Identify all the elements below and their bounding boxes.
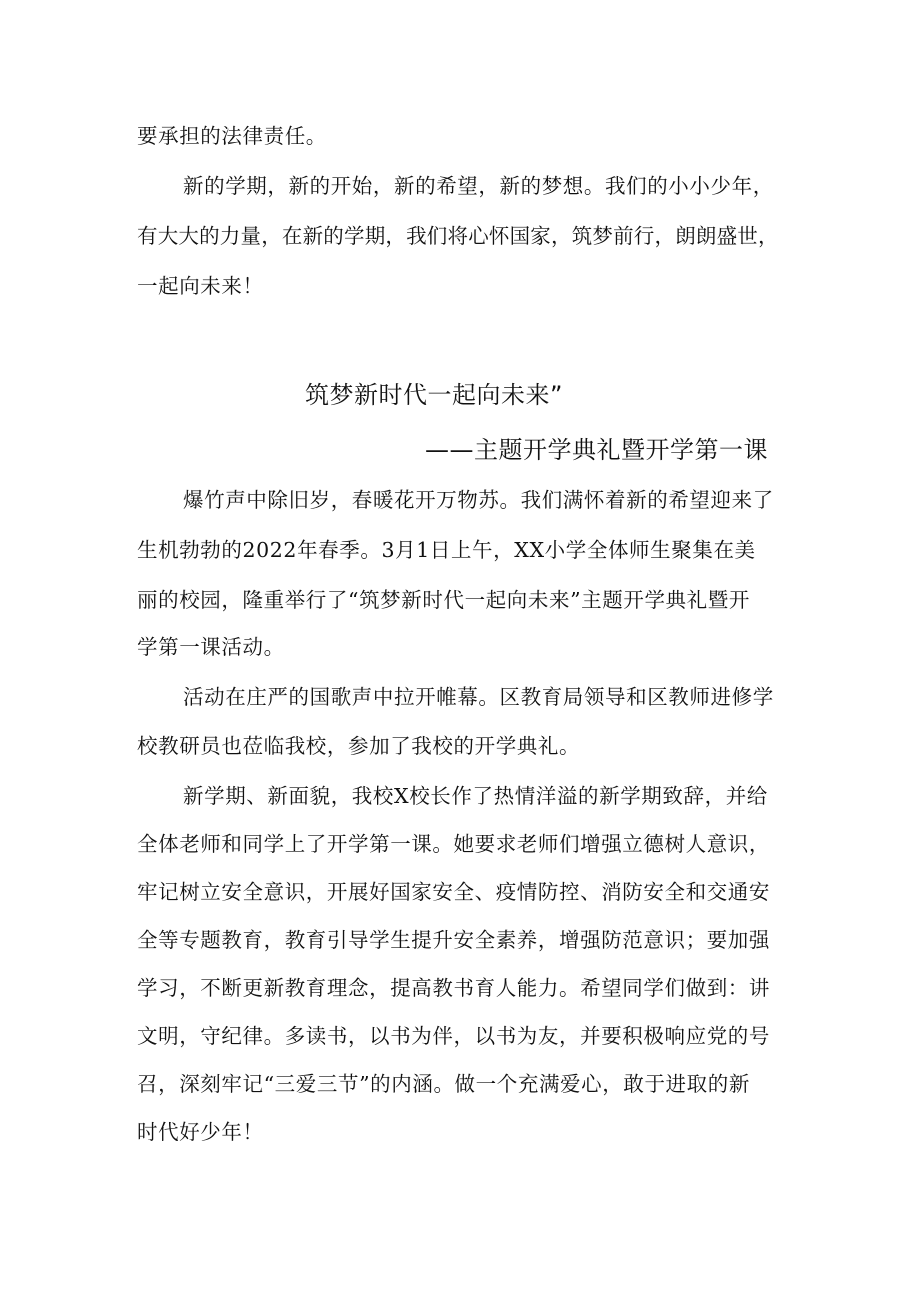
paragraph-line: 时代好少年！ bbox=[137, 1120, 264, 1144]
paragraph-line: 学第一课活动。 bbox=[137, 635, 285, 659]
paragraph-line: 一起向未来！ bbox=[137, 274, 264, 298]
paragraph-line: 全等专题教育，教育引导学生提升安全素养，增强防范意识；要加强 bbox=[137, 928, 770, 952]
paragraph-line: 牢记树立安全意识，开展好国家安全、疫情防控、消防安全和交通安 bbox=[137, 880, 770, 904]
paragraph-line: 新的学期，新的开始，新的希望，新的梦想。我们的小小少年， bbox=[183, 174, 774, 198]
paragraph-line: 新学期、新面貌，我校X校长作了热情洋溢的新学期致辞，并给 bbox=[183, 784, 768, 808]
paragraph-line: 全体老师和同学上了开学第一课。她要求老师们增强立德树人意识， bbox=[137, 832, 770, 856]
paragraph-line: 爆竹声中除旧岁，春暖花开万物苏。我们满怀着新的希望迎来了 bbox=[183, 488, 774, 512]
paragraph-line: 校教研员也莅临我校，参加了我校的开学典礼。 bbox=[137, 734, 581, 758]
article-title: 筑梦新时代一起向未来” bbox=[305, 381, 563, 409]
paragraph-line: 生机勃勃的2022年春季。3月1日上午，XX小学全体师生聚集在美 bbox=[137, 538, 756, 562]
paragraph-line: 文明，守纪律。多读书，以书为伴，以书为友，并要积极响应党的号 bbox=[137, 1024, 770, 1048]
paragraph-line: 召，深刻牢记“三爱三节”的内涵。做一个充满爱心，敢于进取的新 bbox=[137, 1072, 750, 1096]
article-subtitle: ——主题开学典礼暨开学第一课 bbox=[425, 436, 768, 464]
paragraph-line: 学习，不断更新教育理念，提高教书育人能力。希望同学们做到：讲 bbox=[137, 976, 770, 1000]
paragraph-line: 要承担的法律责任。 bbox=[137, 124, 327, 148]
paragraph-line: 有大大的力量，在新的学期，我们将心怀国家，筑梦前行，朗朗盛世， bbox=[137, 224, 779, 248]
paragraph-line: 丽的校园，隆重举行了“筑梦新时代一起向未来”主题开学典礼暨开 bbox=[137, 588, 750, 612]
paragraph-line: 活动在庄严的国歌声中拉开帷幕。区教育局领导和区教师进修学 bbox=[183, 685, 774, 709]
